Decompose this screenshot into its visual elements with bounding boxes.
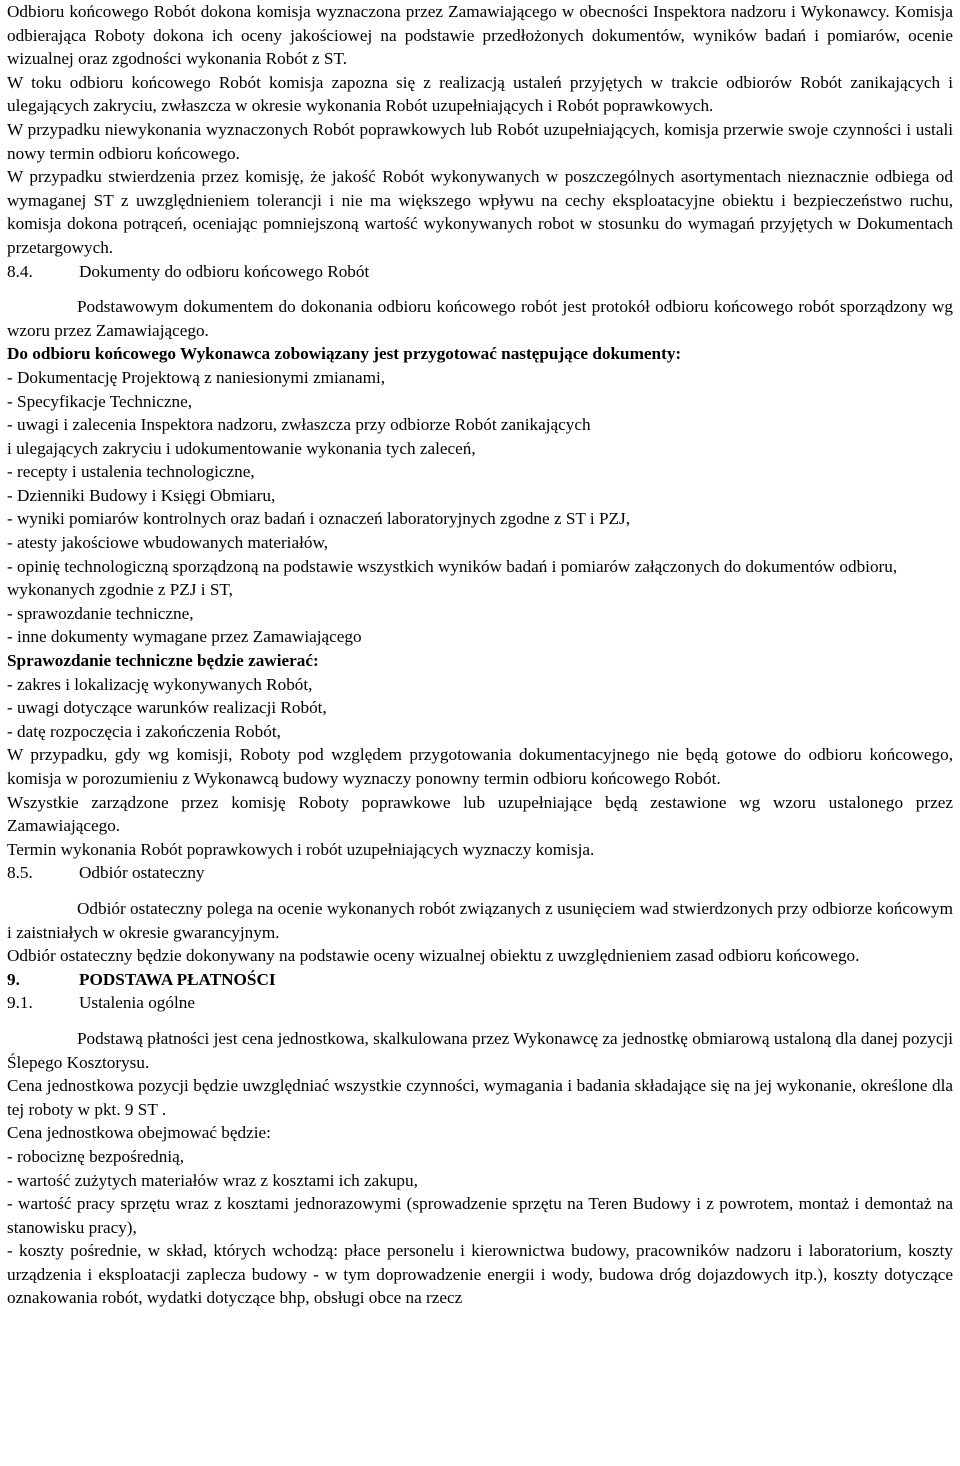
section-9-1-text-2: Cena jednostkowa obejmować będzie: [7,1123,271,1143]
docs-item: - uwagi i zalecenia Inspektora nadzoru, zwłaszcza przy odbiorze Robót zanikających [7,415,591,435]
section-8-5-text: Odbiór ostateczny będzie dokonywany na podstawie oceny wizualnej obiektu z uwzględnieniem zasad odbioru końcowego. [7,946,860,966]
closing-paragraph: Wszystkie zarządzone przez komisję Roboty poprawkowe lub uzupełniające będą zestawione wg wzoru ustalonego przez Zamawiającego. [7,792,953,836]
price-item: - robociznę bezpośrednią, [7,1146,185,1166]
section-9-heading [7,968,953,992]
section-8-4-intro: Podstawowym dokumentem do dokonania odbioru końcowego robót jest protokół odbioru końcowego robót sporządzony wg wzoru przez Zamawiającego. [7,297,953,340]
report-item: - uwagi dotyczące warunków realizacji Robót, [7,698,327,718]
docs-item: - opinię technologiczną sporządzoną na podstawie wszystkich wyników badań i pomiarów załączonych do dokumentów odbioru, wykonanych zgodnie z PZJ i ST, [7,556,898,600]
section-9-number: 9. [7,969,20,989]
paragraph-intro-3: W przypadku niewykonania wyznaczonych Robót poprawkowych lub Robót uzupełniających, komisja przerwie swoje czynności i ustali nowy termin odbioru końcowego. [7,119,953,163]
paragraph-intro-4: W przypadku stwierdzenia przez komisję, że jakość Robót wykonywanych w poszczególnych asortymentach nieznacznie odbiega od wymaganej ST z uwzględnieniem tolerancji i nie ma większego wpływu na cechy eksploatacyjne obiektu i bezpieczeństwo ruchu, komisja dokona potrąceń, oceniając pomniejszoną wartość wykonywanych robot w stosunku do wymagań przyjętych w Dokumentach przetargowych. [7,167,953,257]
paragraph-intro-2: W toku odbioru końcowego Robót komisja zapozna się z realizacją ustaleń przyjętych w trakcie odbiorów Robót zanikających i ulegających zakryciu, zwłaszcza w okresie wykonania Robót uzupełniających i Robót poprawkowych. [7,72,953,116]
report-item: - zakres i lokalizację wykonywanych Robót, [7,674,313,694]
price-item: - koszty pośrednie, w skład, których wchodzą: płace personelu i kierownictwa budowy, pracowników nadzoru i laboratorium, koszty urządzenia i eksploatacji zaplecza budowy - w tym doprowadzenie energii i wody, budowa dróg dojazdowych itp.), koszty dotyczące oznakowania robót, wydatki dotyczące bhp, obsługi obce na rzecz [7,1241,953,1308]
section-8-4-title: Dokumenty do odbioru końcowego Robót [79,261,370,281]
docs-item: - Specyfikacje Techniczne, [7,391,193,411]
report-item: - datę rozpoczęcia i zakończenia Robót, [7,721,281,741]
section-9-1-text-1: Cena jednostkowa pozycji będzie uwzględniać wszystkie czynności, wymagania i badania składające się na jej wykonanie, określone dla tej roboty w pkt. 9 ST . [7,1076,953,1119]
docs-item: - sprawozdanie techniczne, [7,603,194,623]
docs-item: - atesty jakościowe wbudowanych materiałów, [7,533,329,553]
docs-item: i ulegających zakryciu i udokumentowanie wykonania tych zaleceń, [7,438,476,458]
closing-paragraph: Termin wykonania Robót poprawkowych i robót uzupełniających wyznaczy komisja. [7,839,595,859]
section-9-title: PODSTAWA PŁATNOŚCI [79,969,276,989]
report-heading: Sprawozdanie techniczne będzie zawierać: [7,651,319,671]
section-9-1-heading [7,991,953,1015]
price-item: - wartość pracy sprzętu wraz z kosztami jednorazowymi (sprowadzenie sprzętu na Teren Budowy i z powrotem, montaż i demontaż na stanowisku pracy), [7,1194,953,1237]
docs-item: - inne dokumenty wymagane przez Zamawiającego [7,627,362,647]
section-9-1-title: Ustalenia ogólne [79,993,195,1013]
section-9-1-number: 9.1. [7,993,33,1013]
docs-item: - wyniki pomiarów kontrolnych oraz badań i oznaczeń laboratoryjnych zgodne z ST i PZJ, [7,509,631,529]
docs-item: - recepty i ustalenia technologiczne, [7,462,255,482]
price-item: - wartość zużytych materiałów wraz z kosztami ich zakupu, [7,1170,418,1190]
section-9-1-intro: Podstawą płatności jest cena jednostkowa, skalkulowana przez Wykonawcę za jednostkę obmiarową ustaloną dla danej pozycji Ślepego Kosztorysu. [7,1028,953,1072]
section-8-5-title: Odbiór ostateczny [79,863,205,883]
section-8-5-intro: Odbiór ostateczny polega na ocenie wykonanych robót związanych z usunięciem wad stwierdzonych przy odbiorze końcowym i zaistniałych w okresie gwarancyjnym. [7,898,953,942]
docs-heading: Do odbioru końcowego Wykonawca zobowiązany jest przygotować następujące dokumenty: [7,344,682,364]
section-8-5-heading [7,861,953,885]
docs-item: - Dzienniki Budowy i Księgi Obmiaru, [7,485,276,505]
closing-paragraph: W przypadku, gdy wg komisji, Roboty pod względem przygotowania dokumentacyjnego nie będą gotowe do odbioru końcowego, komisja w porozumieniu z Wykonawcą budowy wyznaczy ponowny termin odbioru końcowego Robót. [7,745,953,788]
section-8-4-heading [7,260,953,284]
docs-item: - Dokumentację Projektową z naniesionymi zmianami, [7,367,386,387]
paragraph-intro-1: Odbioru końcowego Robót dokona komisja wyznaczona przez Zamawiającego w obecności Inspektora nadzoru i Wykonawcy. Komisja odbierająca Roboty dokona ich oceny jakościowej na podstawie przedłożonych dokumentów, wyników badań i pomiarów, ocenie wizualnej oraz zgodności wykonania Robót z ST. [7,2,953,69]
section-8-5-number: 8.5. [7,863,33,883]
section-8-4-number: 8.4. [7,261,33,281]
